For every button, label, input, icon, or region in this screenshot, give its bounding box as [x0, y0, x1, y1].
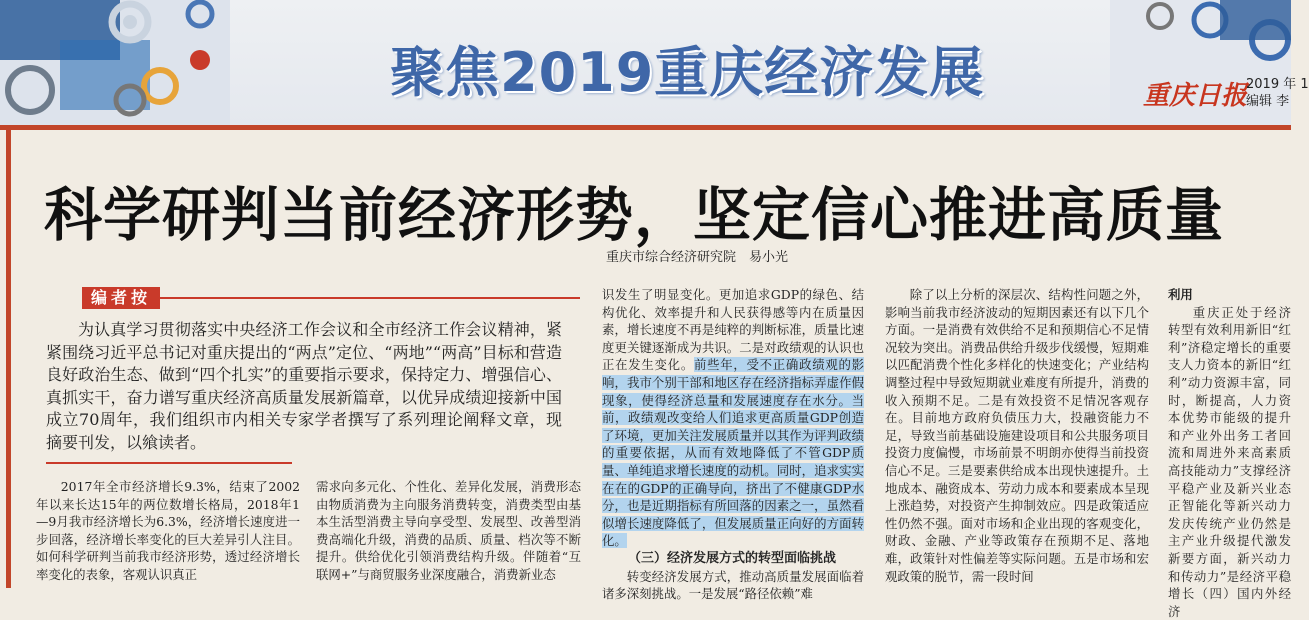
- newspaper-logo: 重庆日报: [1143, 81, 1248, 111]
- edition-info: [1246, 76, 1309, 110]
- text-column-1: [36, 478, 300, 588]
- text-column-2: [316, 478, 581, 588]
- banner-title: 聚焦2019重庆经济发展: [390, 41, 985, 104]
- text-column-5: [1168, 286, 1291, 619]
- left-frame-border: [6, 130, 11, 588]
- article-byline: 重庆市综合经济研究院 易小光: [606, 250, 789, 265]
- masthead-banner: [0, 0, 1309, 128]
- column-divider: [46, 462, 292, 464]
- column-3-tail-paragraph: 转变经济发展方式，推动高质量发展面临着诸多深刻挑战。一是发展“路径依赖”难: [602, 568, 864, 602]
- text-column-4: [885, 286, 1149, 588]
- editor-note-text: 为认真学习贯彻落实中央经济工作会议和全市经济工作会议精神，紧紧围绕习近平总书记对重庆提出的“两点”定位、“两地”“两高”目标和营造良好政治生态、做到“四个扎实”的重要指示要求，保持定力、增强信心、真抓实干，奋力谱写重庆经济高质量发展新篇章，以优异成绩迎接新中国成立70周年，我们组织市内相关专家学者撰写了系列理论阐释文章，现摘要刊发，以飨读者。: [46, 320, 562, 452]
- column-5-paragraph: 重庆正处于经济转型有效利用新旧“红利”济稳定增长的重要支人力资本的新旧“红利”动力资源丰富，同时，断提高，人力资本优势市能级的提升和产业外出务工者回流和周进外来高素质高技能动力”支撑经济平稳产业及新兴业态正智能化等新兴动力发庆传统产业仍然是主产业升级提代激发新要方面，新兴动力和传动力”是经济平稳增长（四）国内外经济: [1168, 304, 1291, 619]
- edition-editor: 编辑 李: [1246, 94, 1290, 109]
- edition-date: 2019 年 1: [1246, 77, 1309, 92]
- highlighted-text-selection[interactable]: 前些年，受不正确政绩观的影响，我市个别干部和地区存在经济指标弄虚作假现象，使得经济总量和发展速度存在水分。当前，政绩观改变给人们追求更高质量GDP创造了环境，更加关注发展质量并以其作为评判政绩的重要依据，从而有效地降低了不管GDP质量、单纯追求增长速度的动机。同时，追求实实在在的GDP的正确导向，挤出了不健康GDP水分，也是近期指标有所回落的因素之一，虽然看似增长速度降低了，但发展质量正向好的方面转化。: [602, 357, 865, 549]
- column-5-lead: 利用: [1168, 287, 1193, 302]
- column-1-paragraph: 2017年全市经济增长9.3%，结束了2002年以来长达15年的两位数增长格局，2018年1—9月我市经济增长为6.3%，经济增长速度进一步回落，经济增长率变化的巨大差异引人注目。如何科学研判当前我市经济形势，透过经济增长率变化的表象，客观认识真正: [36, 479, 300, 582]
- gears-decoration-icon: [0, 0, 230, 128]
- column-3-subheading: （三）经济发展方式的转型面临挑战: [628, 550, 837, 566]
- column-3-paragraph: [602, 286, 864, 550]
- editor-note-label: 编者按: [82, 287, 160, 309]
- article-headline: 科学研判当前经济形势，坚定信心推进高质量: [44, 181, 1225, 249]
- header-divider: [0, 125, 1291, 130]
- column-4-paragraph: 除了以上分析的深层次、结构性问题之外，影响当前我市经济波动的短期因素还有以下几个方面。一是消费有效供给不足和预期信心不足情况较为突出。消费品供给升级步伐缓慢，短期难以匹配消费个性化多样化的快速变化；产业结构调整过程中导致短期就业难度有所提升，消费的收入预期不足。二是有效投资不足情况客观存在。目前地方政府负债压力大，投融资能力不足，导致当前基础设施建设项目和公共服务项目投资力度偏慢，市场前景不明朗亦使得当前投资信心不足。三是要素供给成本出现快速提升。土地成本、融资成本、劳动力成本和要素成本呈现上涨趋势，对投资产生抑制效应。四是政策适应性仍然不强。面对市场和企业出现的客观变化，财政、金融、产业等政策存在预期不足、落地难，政策针对性偏差等实际问题。五是市场和宏观政策的脱节，需一段时间: [885, 287, 1149, 584]
- column-3-text: 识发生了明显变化。更加追求GDP的绿色、结构优化、效率提升和人民获得感等内在质量因素，增长速度不再是纯粹的判断标准，质量比速度更关键逐渐成为共识。二是对政绩观的认识也正在发生变化。: [602, 287, 864, 373]
- column-2-paragraph: 需求向多元化、个性化、差异化发展，消费形态由物质消费为主向服务消费转变，消费类型由基本生活型消费主导向享受型、发展型、改善型消费高端化升级，消费的品质、质量、档次等不断提升。供给优化引领消费结构升级。伴随着“互联网+”与商贸服务业深度融合，消费新业态: [316, 479, 581, 582]
- editor-note-rule: [160, 297, 580, 299]
- text-column-3: [602, 286, 865, 602]
